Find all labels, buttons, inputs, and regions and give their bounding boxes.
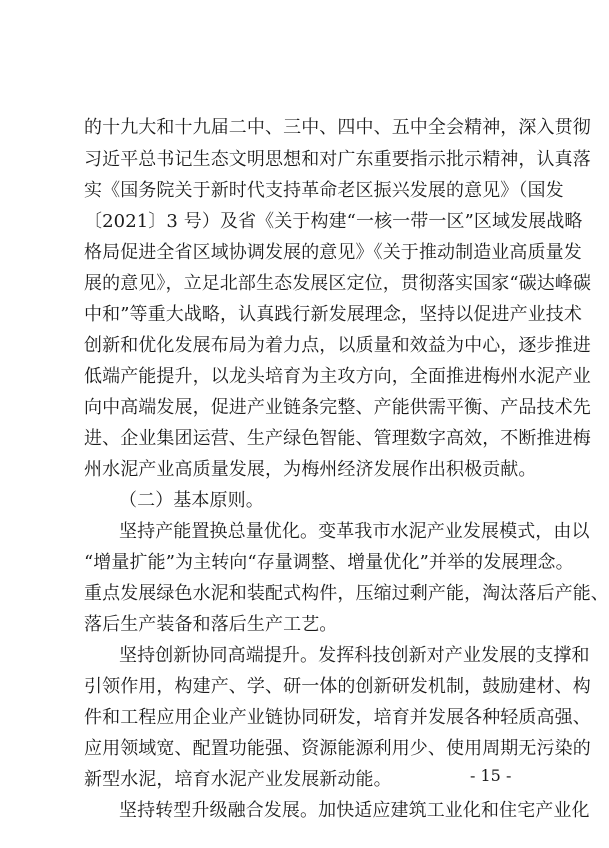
body-text-line: 展的意见》，立足北部生态发展区定位，贯彻落实国家“碳达峰碳 xyxy=(84,273,592,294)
principle-paragraph-start: 坚持创新协同高端提升。发挥科技创新对产业发展的支撑和 xyxy=(119,645,590,666)
principle-paragraph-start: 坚持转型升级融合发展。加快适应建筑工业化和住宅产业化 xyxy=(119,800,590,821)
body-text-line: 件和工程应用企业产业链协同研发，培育并发展各种轻质高强、 xyxy=(84,707,591,728)
body-text-line: 创新和优化发展布局为着力点，以质量和效益为中心，逐步推进 xyxy=(84,335,591,356)
body-text-line: 州水泥产业高质量发展，为梅州经济发展作出积极贡献。 xyxy=(84,459,537,480)
body-text-line: 实《国务院关于新时代支持革命老区振兴发展的意见》（国发 xyxy=(84,180,564,201)
body-text-line: 引领作用，构建产、学、研一体的创新研发机制，鼓励建材、构 xyxy=(84,676,591,697)
body-text-line: 格局促进全省区域协调发展的意见》《关于推动制造业高质量发 xyxy=(84,242,582,263)
body-text-line: “增量扩能”为主转向“存量调整、增量优化”并举的发展理念。 xyxy=(84,552,574,573)
body-text-line: 〔2021〕3 号）及省《关于构建“一核一带一区”区域发展战略 xyxy=(84,211,583,232)
body-text-line: 向中高端发展，促进产业链条完整、产能供需平衡、产品技术先 xyxy=(84,397,591,418)
section-heading: （二）基本原则。 xyxy=(119,490,264,511)
body-text-line: 落后生产装备和落后生产工艺。 xyxy=(84,614,338,635)
body-text-line: 低端产能提升，以龙头培育为主攻方向，全面推进梅州水泥产业 xyxy=(84,366,591,387)
body-text-line: 习近平总书记生态文明思想和对广东重要指示批示精神，认真落 xyxy=(84,149,591,170)
body-text-line: 重点发展绿色水泥和装配式构件，压缩过剩产能，淘汰落后产能、 xyxy=(84,583,609,604)
body-text-line: 中和”等重大战略，认真践行新发展理念，坚持以促进产业技术 xyxy=(84,304,582,325)
principle-paragraph-start: 坚持产能置换总量优化。变革我市水泥产业发展模式，由以 xyxy=(119,521,590,542)
body-text-line: 进、企业集团运营、生产绿色智能、管理数字高效，不断推进梅 xyxy=(84,428,591,449)
page-number: - 15 - xyxy=(470,766,512,785)
body-text-line: 的十九大和十九届二中、三中、四中、五中全会精神，深入贯彻 xyxy=(84,117,591,138)
body-text-line: 新型水泥，培育水泥产业发展新动能。 xyxy=(84,769,392,790)
body-text-line: 应用领域宽、配置功能强、资源能源利用少、使用周期无污染的 xyxy=(84,738,591,759)
